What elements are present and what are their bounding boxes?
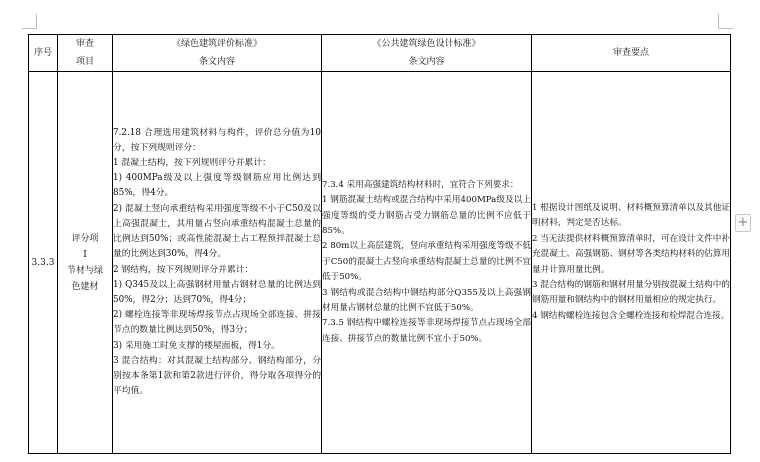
clause-paragraph: 3) 采用施工时免支撑的楼屋面板，得1分。 [113, 340, 280, 351]
header-public-design: 《公共建筑绿色设计标准》 条文内容 [322, 35, 532, 72]
clause-paragraph: 2 钢结构，按下列规则评分并累计： [113, 264, 254, 275]
clause-paragraph: 1 混凝土结构，按下列规则评分并累计： [113, 158, 271, 169]
green-eval-content [113, 72, 322, 454]
clause-paragraph: 7.3.5 钢结构中螺栓连接等非现场焊接节点占现场全部连接、拼接节点的数量比例不宜小于50%。 [322, 318, 531, 344]
add-row-button[interactable] [735, 214, 751, 232]
header-number: 序号 [29, 35, 58, 72]
table-row [29, 72, 731, 454]
page-corner-mark-right [718, 14, 733, 29]
clause-paragraph: 1 钢筋混凝土结构或混合结构中采用400MPa级及以上强度等级的受力钢筋占受力钢筋总量的比例不应低于85%。 [322, 195, 531, 236]
clause-paragraph: 2) 螺栓连接等非现场焊接节点占现场全部连接、拼接节点的数量比例达到50%，得3分； [113, 310, 321, 336]
page-corner-mark-left [22, 14, 37, 29]
public-design-content [322, 72, 532, 454]
header-row [29, 35, 731, 72]
review-point: 1 根据设计图纸及说明、材料概预算清单以及其他证明材料，判定是否达标。 [532, 202, 730, 229]
clause-paragraph: 1) Q345及以上高强钢材用量占钢材总量的比例达到50%，得2分；达到70%，得4分； [113, 279, 321, 305]
review-points-content [532, 72, 731, 454]
header-green-eval: 《绿色建筑评价标准》 条文内容 [113, 35, 322, 72]
row-number: 3.3.3 [29, 72, 58, 454]
review-table [28, 34, 731, 454]
clause-paragraph: 7.2.18 合理选用建筑材料与构件，评价总分值为10分，按下列规则评分： [113, 127, 321, 153]
row-item: 评分项 I 节材与绿 色建材 [58, 72, 113, 454]
header-review-points: 审查要点 [532, 35, 731, 72]
clause-paragraph: 7.3.4 采用高强建筑结构材料时，宜符合下列要求： [322, 179, 519, 190]
clause-paragraph: 3 混合结构：对其混凝土结构部分、钢结构部分，分别按本条第1款和第2款进行评价，得分取各项得分的平均值。 [113, 355, 321, 397]
review-point: 3 混合结构的钢筋和钢材用量分别按混凝土结构中的钢筋用量和钢结构中的钢材用量相应的规定执行。 [532, 279, 730, 306]
clause-paragraph: 1) 400MPa级及以上强度等级钢筋应用比例达到85%，得4分。 [113, 173, 321, 199]
clause-paragraph: 2) 混凝土竖向承重结构采用强度等级不小于C50及以上高强混凝土，其用量占竖向承重结构混凝土总量的比例达到50%；或高性能混凝土占工程预拌混凝土总量的比例达到30%，得4分。 [113, 203, 321, 260]
review-point: 2 当无法提供材料概预算清单时，可在设计文件中补充混凝土、高强钢筋、钢材等各类结构材料的估算用量并计算用量比例。 [532, 233, 730, 275]
plus-icon: + [737, 215, 749, 230]
clause-paragraph: 2 80m以上高层建筑，竖向承重结构采用强度等级不低于C50的混凝土占竖向承重结构混凝土总量的比例不宜低于50%。 [322, 241, 531, 283]
clause-paragraph: 3 钢结构或混合结构中钢结构部分Q355及以上高强钢材用量占钢材总量的比例不宜低于50%。 [322, 287, 531, 314]
review-point: 4 钢结构螺栓连接包含全螺栓连接和栓焊混合连接。 [532, 310, 730, 321]
header-item: 审查 项目 [58, 35, 113, 72]
